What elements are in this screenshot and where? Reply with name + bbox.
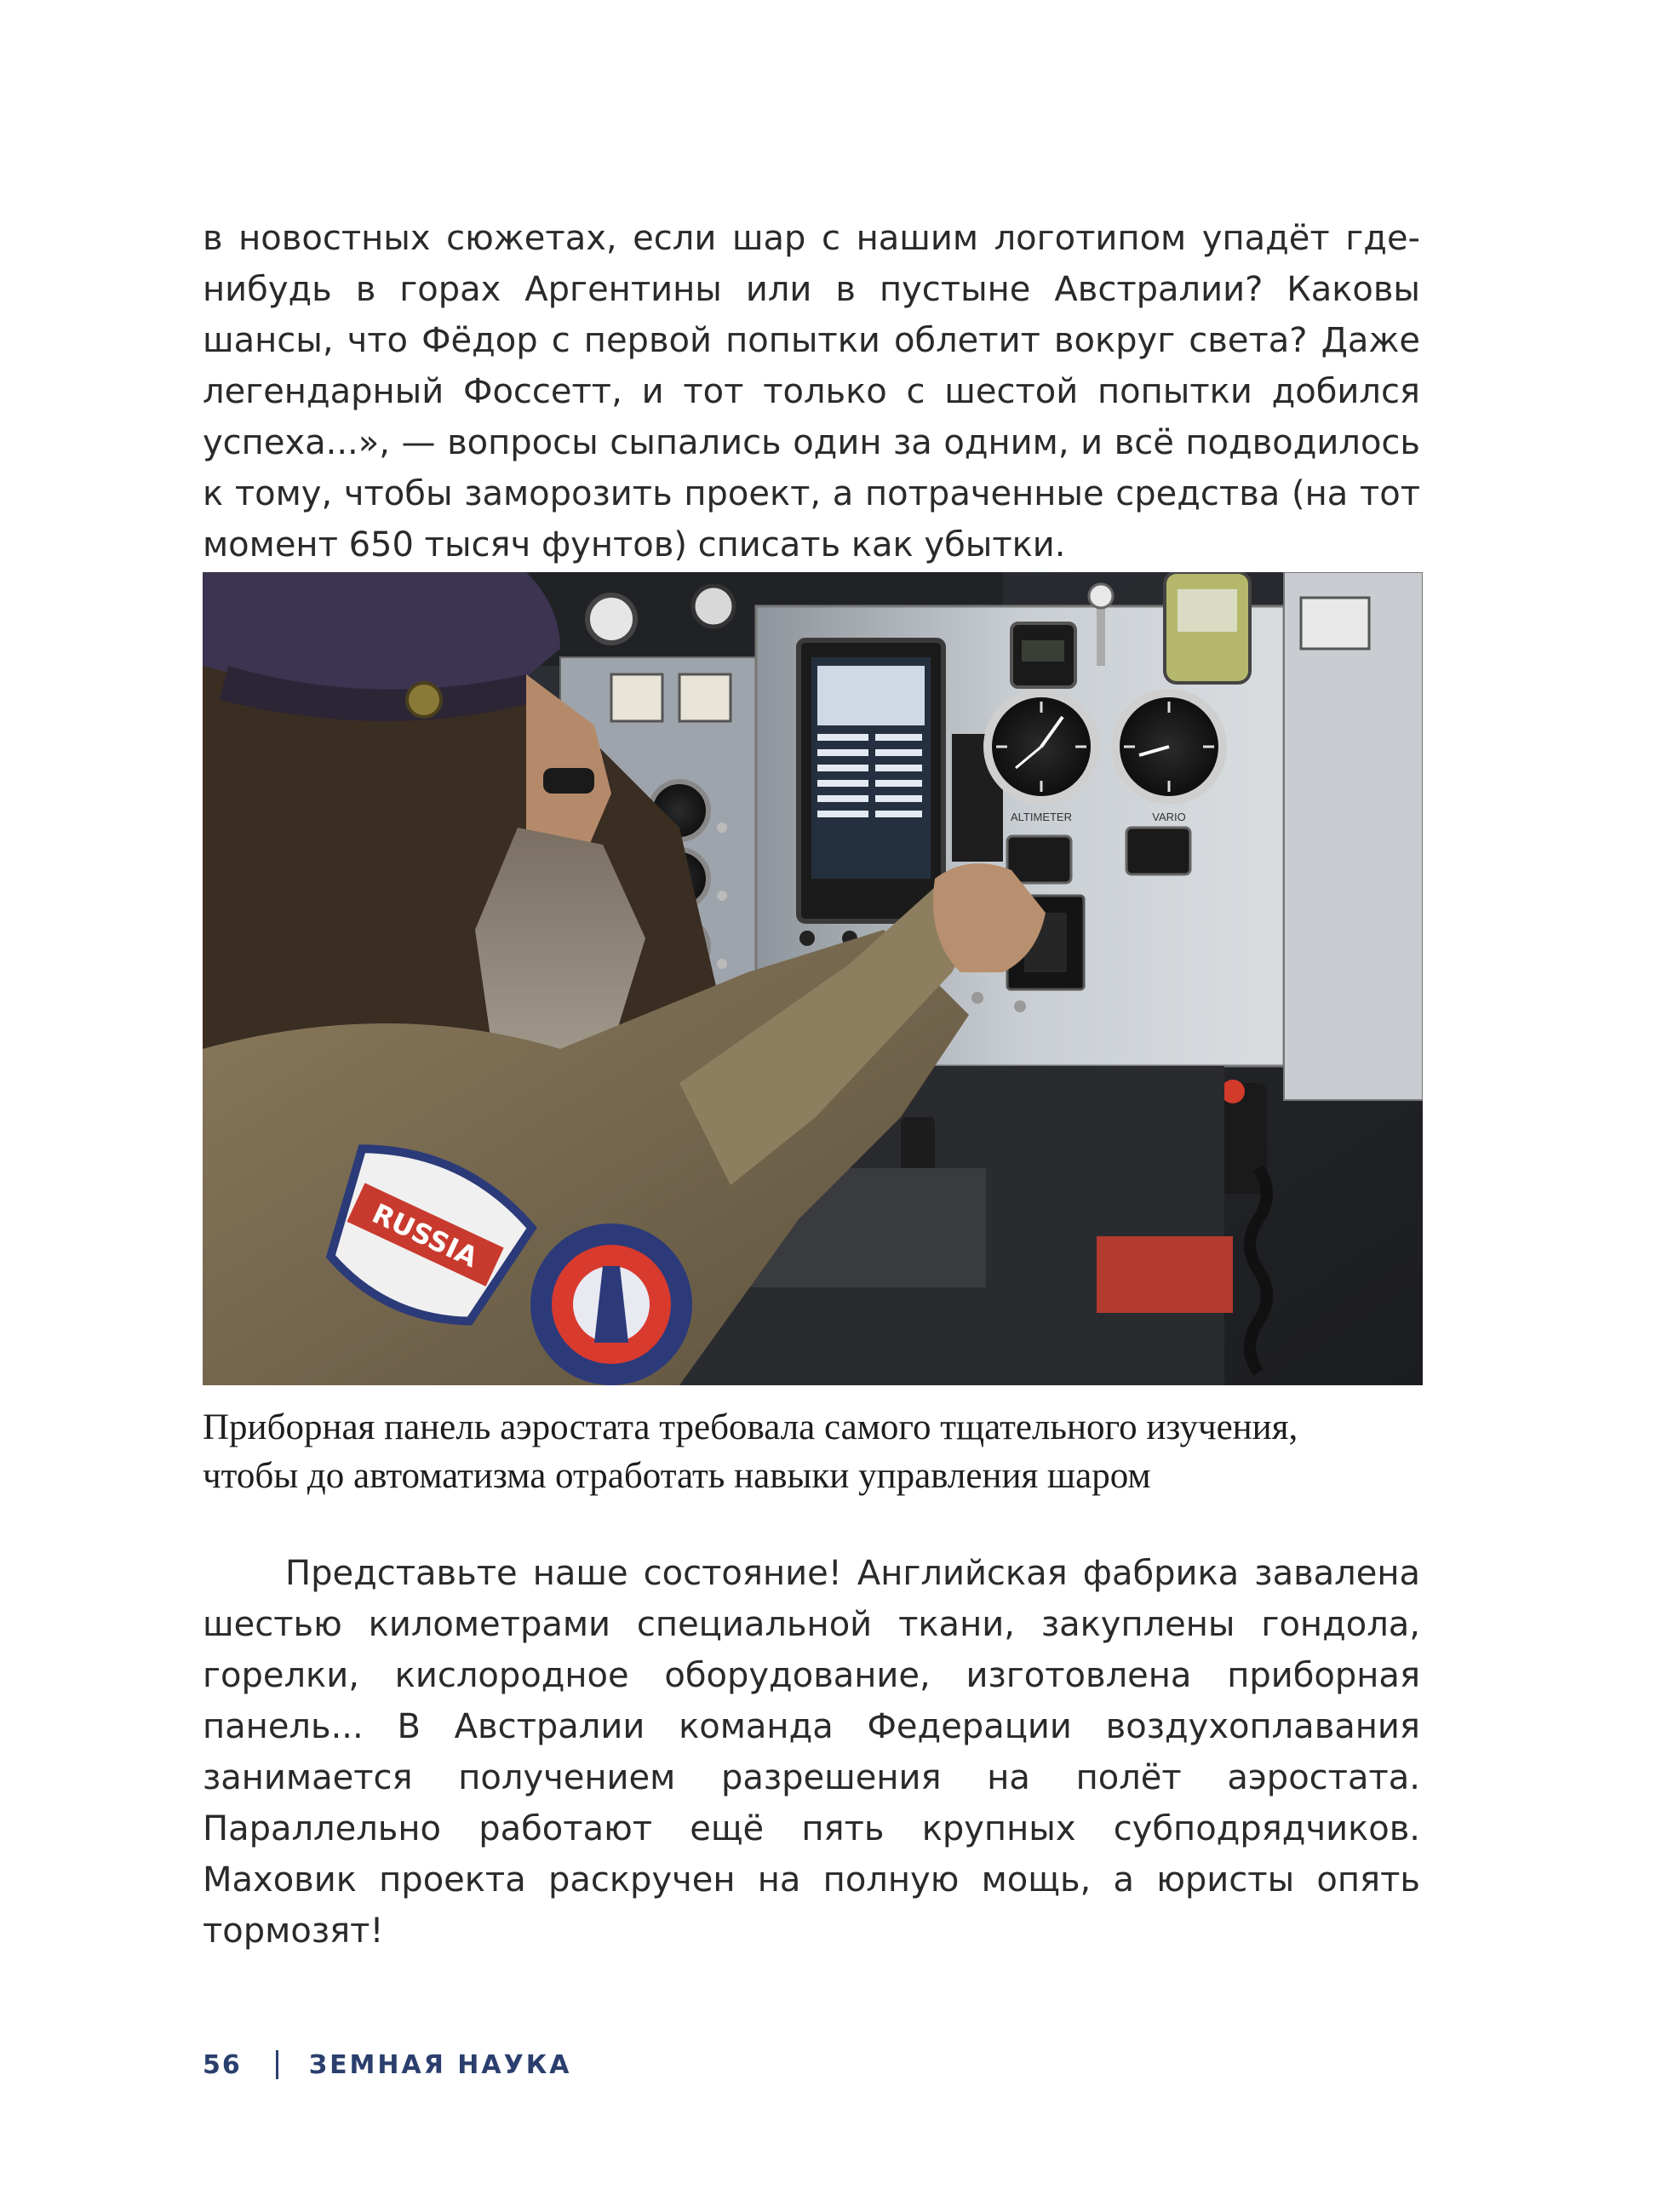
patch-label: RUSSIA	[367, 1196, 483, 1275]
page-number: 56	[203, 2049, 242, 2080]
altimeter-label: ALTIMETER	[1011, 811, 1072, 823]
cockpit-photo	[203, 572, 1423, 1385]
footer-separator	[276, 2050, 278, 2079]
page-footer	[203, 2043, 571, 2086]
caption-line-2: чтобы до автоматизма отработать навыки управления шаром	[203, 1456, 1151, 1496]
vario-label: VARIO	[1152, 811, 1186, 823]
caption-line-1: Приборная панель аэростата требовала самого тщательного изучения,	[203, 1407, 1298, 1447]
body-paragraph-bottom: Представьте наше состояние! Английская фабрика завалена шестью километрами специальной ткани, закуплены гондола, горелки, кислородное оборудование, изготовлена приборная панель... В Австралии команда Федерации воздухоплавания занимается получением разрешения на полёт аэростата. Параллельно работают ещё пять крупных субподрядчиков. Маховик проекта раскручен на полную мощь, а юристы опять тормозят!	[203, 1554, 1420, 1951]
body-paragraph-top: в новостных сюжетах, если шар с нашим логотипом упадёт где-нибудь в горах Аргентины или в пустыне Австралии? Каковы шансы, что Фёдор с первой попытки облетит вокруг света? Даже легендарный Фоссетт, и тот только с шестой попытки добился успеха...», — вопросы сыпались один за одним, и всё подводилось к тому, чтобы заморозить проект, а потраченные средства (на тот момент 650 тысяч фунтов) списать как убытки.	[203, 219, 1420, 564]
section-title: ЗЕМНАЯ НАУКА	[308, 2049, 572, 2080]
photo-caption	[203, 1403, 1429, 1500]
